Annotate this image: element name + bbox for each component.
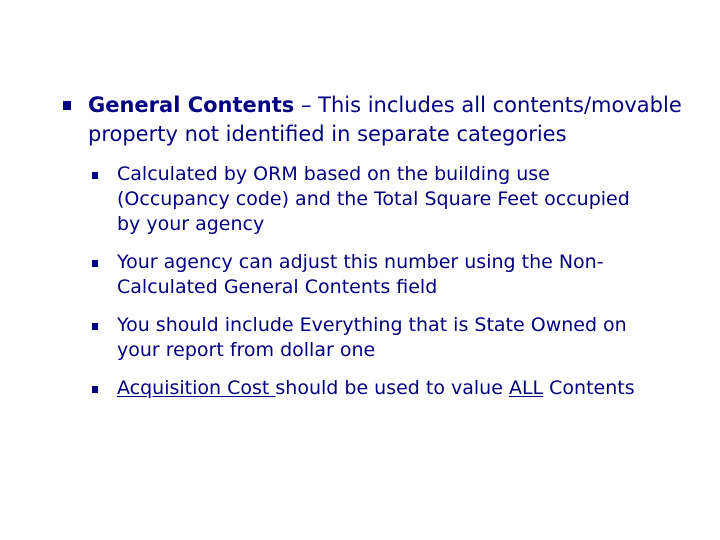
- sub-bullet-text-middle: should be used to value: [275, 377, 509, 399]
- sub-bullet-text: Calculated by ORM based on the building use (Occupancy code) and the Total Square Feet occupied by your agency: [117, 163, 630, 235]
- sub-bullet-item: [92, 376, 637, 401]
- sub-bullet-text: You should include Everything that is State Owned on your report from dollar one: [117, 314, 627, 361]
- main-bullet-item: [63, 91, 683, 149]
- main-bullet-text: – This includes all contents/movable property not identified in separate categories: [88, 93, 682, 146]
- main-bullet-bold-term: General Contents: [88, 93, 295, 117]
- square-bullet-icon: [92, 260, 98, 267]
- square-bullet-icon: [92, 323, 98, 330]
- sub-bullet-text-tail: Contents: [543, 377, 635, 399]
- acquisition-cost-underlined: Acquisition Cost: [117, 377, 276, 399]
- square-bullet-icon: [92, 172, 98, 179]
- sub-bullet-text: Your agency can adjust this number using the Non-Calculated General Contents field: [117, 251, 604, 298]
- square-bullet-icon: [92, 386, 98, 393]
- sub-bullet-item: [92, 313, 637, 363]
- sub-bullet-list: [92, 162, 683, 401]
- sub-bullet-item: [92, 162, 637, 237]
- bullet-list: [63, 91, 683, 414]
- square-bullet-icon: [63, 101, 71, 110]
- sub-bullet-item: [92, 250, 637, 300]
- all-underlined: ALL: [508, 377, 544, 399]
